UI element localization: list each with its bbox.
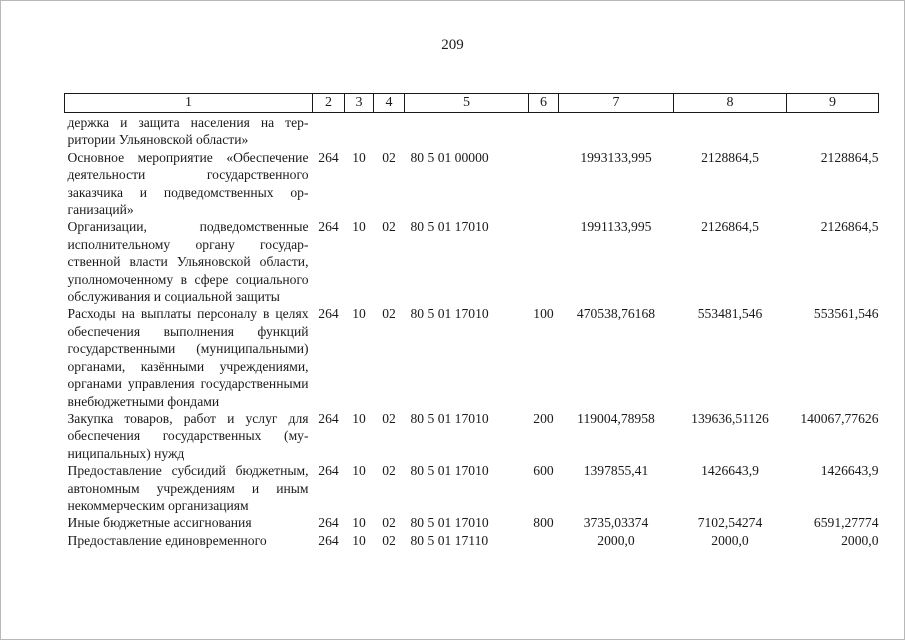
cell-amount-8: 2000,0 (711, 532, 749, 548)
cell-amount-7: 470538,76168 (576, 306, 656, 322)
cell-target-article: 80 5 01 17010 (410, 410, 489, 426)
cell-amount-9: 2128864,5 (820, 149, 879, 165)
cell-amount-7 (559, 113, 674, 149)
cell-expense-type: 600 (533, 463, 554, 479)
table-row (65, 149, 879, 219)
cell-ministry: 264 (318, 306, 339, 322)
cell-amount-7: 1397855,41 (583, 463, 649, 479)
cell-ministry: 264 (318, 532, 339, 548)
cell-amount-7: 1991133,995 (580, 219, 652, 235)
cell-amount-8: 1426643,9 (701, 463, 759, 479)
cell-amount-9: 140067,77626 (800, 410, 879, 426)
cell-expense-type: 200 (533, 410, 554, 426)
cell-section: 10 (352, 410, 366, 426)
cell-ministry: 264 (318, 219, 339, 235)
cell-amount-8 (674, 113, 787, 149)
cell-amount-8: 2128864,5 (701, 149, 759, 165)
cell-section: 10 (352, 149, 366, 165)
table-header (65, 94, 879, 113)
cell-expense-type (529, 532, 559, 549)
cell-amount-7: 2000,0 (597, 532, 635, 548)
table-row (65, 218, 879, 305)
cell-expense-type: 100 (533, 306, 554, 322)
header-col-9: 9 (787, 94, 879, 113)
table-row (65, 113, 879, 149)
cell-target-article: 80 5 01 17110 (410, 532, 489, 548)
cell-target-article: 80 5 01 17010 (410, 463, 489, 479)
table-row (65, 305, 879, 409)
cell-target-article: 80 5 01 17010 (410, 219, 489, 235)
header-col-1: 1 (65, 94, 313, 113)
header-row (65, 94, 879, 113)
cell-ministry: 264 (318, 463, 339, 479)
cell-amount-8: 7102,54274 (697, 515, 763, 531)
cell-amount-9 (787, 113, 879, 149)
cell-subsection: 02 (382, 463, 396, 479)
cell-section: 10 (352, 463, 366, 479)
budget-table (64, 93, 879, 549)
table-row (65, 410, 879, 462)
table-row (65, 532, 879, 549)
cell-ministry: 264 (318, 149, 339, 165)
cell-section: 10 (352, 306, 366, 322)
cell-amount-7: 1993133,995 (580, 149, 652, 165)
table-body (65, 113, 879, 550)
cell-amount-9: 2000,0 (841, 532, 879, 548)
cell-amount-9: 553561,546 (813, 306, 879, 322)
cell-target-article: 80 5 01 17010 (410, 306, 489, 322)
cell-subsection: 02 (382, 149, 396, 165)
header-col-7: 7 (559, 94, 674, 113)
cell-amount-9: 1426643,9 (820, 463, 879, 479)
cell-section: 10 (352, 532, 366, 548)
cell-subsection: 02 (382, 532, 396, 548)
cell-amount-8: 2126864,5 (701, 219, 759, 235)
row-name: держка и защита населения на территории Ульяновской области» (67, 115, 309, 148)
row-name: Расходы на выплаты персоналу в целях обеспечения выполнения функций государственными (муниципальными) органами, казёнными учреждениями, органами управления государственными внебюджетными фондами (67, 306, 309, 409)
cell-ministry (313, 113, 345, 149)
row-name: Иные бюджетные ассигнования (67, 515, 252, 531)
header-col-4: 4 (374, 94, 405, 113)
table-row (65, 514, 879, 531)
cell-section: 10 (352, 515, 366, 531)
cell-expense-type (529, 218, 559, 305)
budget-table-container (64, 93, 879, 549)
header-col-8: 8 (674, 94, 787, 113)
cell-subsection (374, 113, 405, 149)
cell-ministry: 264 (318, 515, 339, 531)
cell-section: 10 (352, 219, 366, 235)
cell-amount-7: 119004,78958 (577, 410, 655, 426)
cell-expense-type (529, 113, 559, 149)
cell-subsection: 02 (382, 410, 396, 426)
cell-expense-type: 800 (533, 515, 554, 531)
cell-amount-9: 2126864,5 (820, 219, 879, 235)
header-col-2: 2 (313, 94, 345, 113)
cell-subsection: 02 (382, 219, 396, 235)
cell-amount-8: 139636,51126 (691, 410, 769, 426)
cell-amount-8: 553481,546 (697, 306, 763, 322)
row-name: Основное мероприятие «Обеспечение деятельности государственного заказчика и подведомственных организаций» (67, 149, 309, 218)
table-row (65, 462, 879, 514)
page-number: 209 (441, 37, 464, 53)
cell-subsection: 02 (382, 306, 396, 322)
cell-amount-7: 3735,03374 (583, 515, 649, 531)
cell-target-article: 80 5 01 17010 (410, 515, 489, 531)
cell-target-article (405, 113, 529, 149)
cell-target-article: 80 5 01 00000 (410, 149, 489, 165)
row-name: Предоставление субсидий бюджетным, автономным учреждениям и иным некоммерческим организациям (67, 463, 309, 513)
cell-amount-9: 6591,27774 (813, 515, 879, 531)
row-name: Организации, подведомственные исполнительному органу государственной власти Ульяновской области, уполномоченному в сфере социального обслуживания и социальной защиты (67, 219, 309, 305)
cell-expense-type (529, 149, 559, 219)
header-col-3: 3 (345, 94, 374, 113)
header-col-6: 6 (529, 94, 559, 113)
cell-ministry: 264 (318, 410, 339, 426)
header-col-5: 5 (405, 94, 529, 113)
row-name: Закупка товаров, работ и услуг для обеспечения государственных (муниципальных) нужд (67, 410, 309, 461)
cell-section (345, 113, 374, 149)
cell-subsection: 02 (382, 515, 396, 531)
row-name: Предоставление единовременного (67, 532, 267, 548)
